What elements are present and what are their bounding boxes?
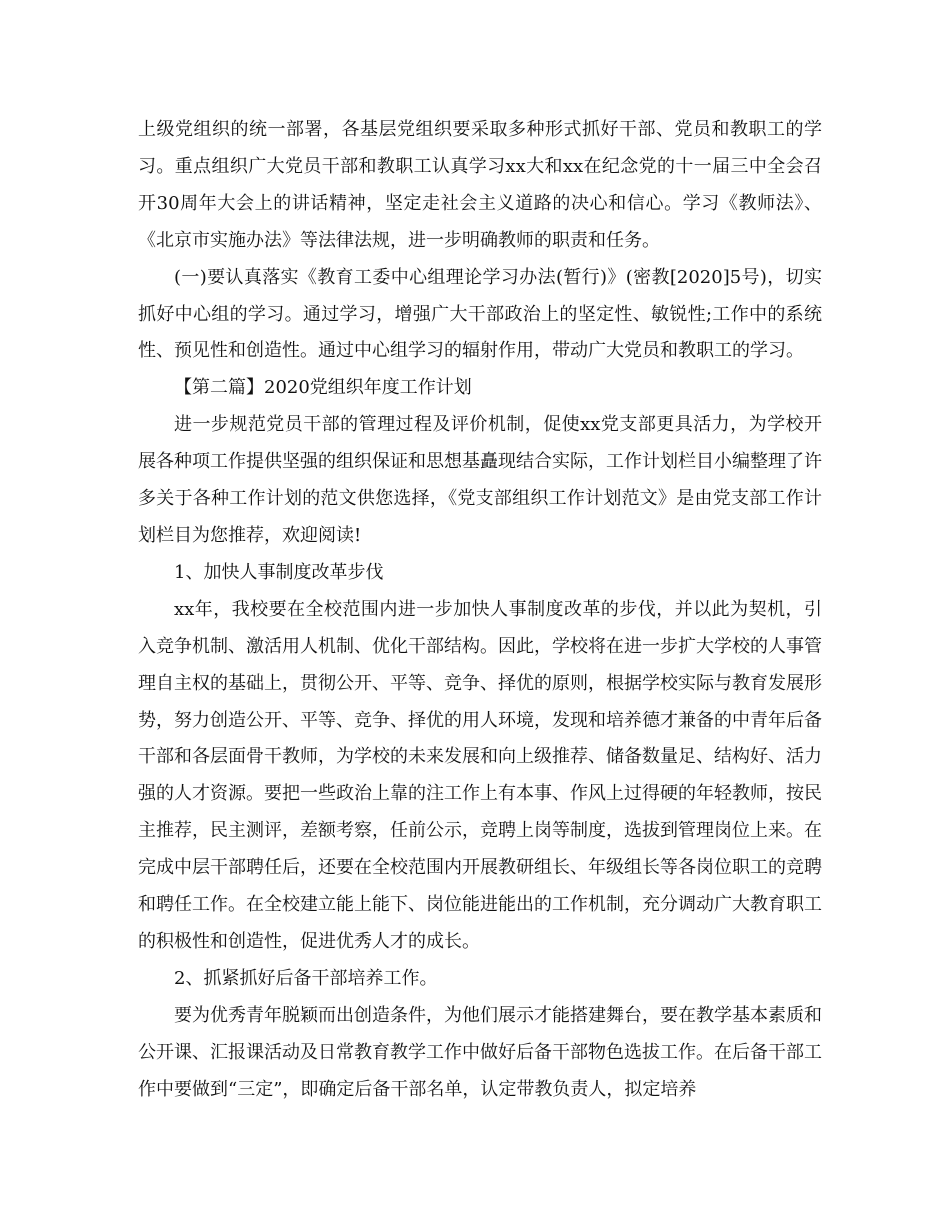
section-heading: 【第二篇】2020党组织年度工作计划	[174, 377, 472, 399]
paragraph-personnel-reform: xx年，我校要在全校范围内进一步加快人事制度改革的步伐，并以此为契机，引入竞争机制、激活用人机制、优化干部结构。因此，学校将在进一步扩大学校的人事管理自主权的基础上，贯彻公开、平等、竞争、择优的原则，根据学校实际与教育发展形势，努力创造公开、平等、竞争、择优的用人环境，发现和培养德才兼备的中青年后备干部和各层面骨干教师，为学校的未来发展和向上级推荐、储备数量足、结构好、活力强的人才资源。要把一些政治上靠的注工作上有本事、作风上过得硬的年轻教师，按民主推荐，民主测评，差额考察，任前公示，竞聘上岗等制度，选拔到管理岗位上来。在完成中层干部聘任后，还要在全校范围内开展教研组长、年级组长等各岗位职工的竞聘和聘任工作。在全校建立能上能下、岗位能进能出的工作机制，充分调动广大教育职工的积极性和创造性，促进优秀人才的成长。	[138, 598, 822, 952]
item-heading-1: 1、加快人事制度改革步伐	[174, 561, 384, 583]
paragraph-reserve-cadres: 要为优秀青年脱颖而出创造条件，为他们展示才能搭建舞台，要在教学基本素质和公开课、汇报课活动及日常教育教学工作中做好后备干部物色选拔工作。在后备干部工作中要做到“三定”，即确定后备干部名单，认定带教负责人，拟定培养	[138, 1004, 822, 1100]
paragraph-intro: 进一步规范党员干部的管理过程及评价机制，促使xx党支部更具活力，为学校开展各种项工作提供坚强的组织保证和思想基矗现结合实际，工作计划栏目小编整理了许多关于各种工作计划的范文供您选择，《党支部组织工作计划范文》是由党支部工作计划栏目为您推荐，欢迎阅读!	[138, 414, 822, 546]
item-heading-2: 2、抓紧抓好后备干部培养工作。	[174, 967, 438, 989]
document-body	[138, 112, 822, 1108]
paragraph-continuation: 上级党组织的统一部署，各基层党组织要采取多种形式抓好干部、党员和教职工的学习。重点组织广大党员干部和教职工认真学习xx大和xx在纪念党的十一届三中全会召开30周年大会上的讲话精神，坚定走社会主义道路的决心和信心。学习《教师法》、《北京市实施办法》等法律法规，进一步明确教师的职责和任务。	[138, 119, 822, 251]
paragraph-central-group-study: (一)要认真落实《教育工委中心组理论学习办法(暂行)》(密教[2020]5号)，切实抓好中心组的学习。通过学习，增强广大干部政治上的坚定性、敏锐性;工作中的系统性、预见性和创造性。通过中心组学习的辐射作用，带动广大党员和教职工的学习。	[138, 266, 822, 362]
